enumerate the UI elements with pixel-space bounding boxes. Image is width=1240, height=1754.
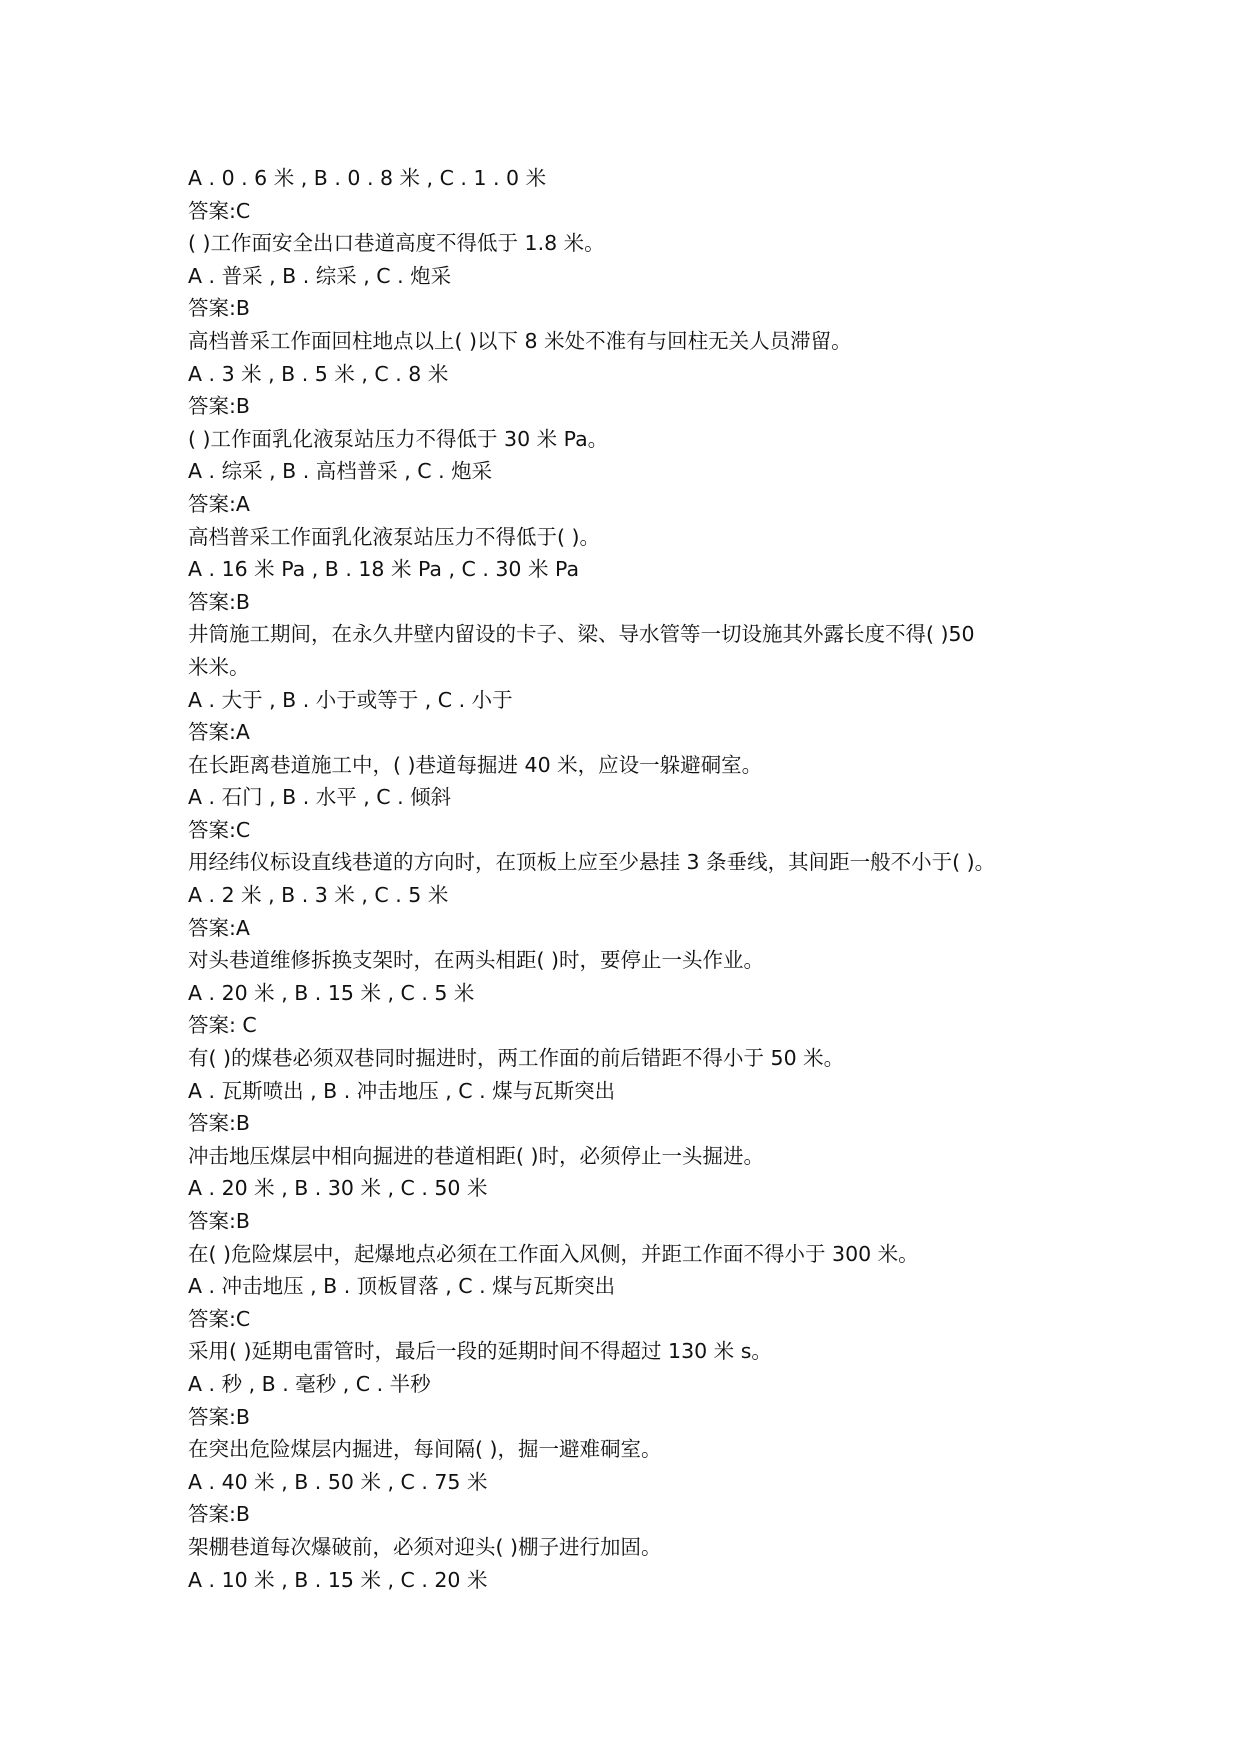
options-line: A . 冲击地压 , B . 顶板冒落 , C . 煤与瓦斯突出 bbox=[188, 1274, 616, 1299]
question-line: 在长距离巷道施工中，( )巷道每掘进 40 米，应设一躲避硐室。 bbox=[188, 752, 763, 777]
question-line: 对头巷道维修拆换支架时，在两头相距( )时，要停止一头作业。 bbox=[188, 948, 765, 973]
text-line: A . 0 . 6 米 , B . 0 . 8 米 , C . 1 . 0 米 bbox=[188, 166, 547, 190]
question-line: 在突出危险煤层内掘进，每间隔( )，掘一避难硐室。 bbox=[188, 1437, 662, 1462]
options-line: A . 10 米 , B . 15 米 , C . 20 米 bbox=[188, 1567, 488, 1592]
options-line: A . 20 米 , B . 30 米 , C . 50 米 bbox=[188, 1176, 488, 1201]
options-line: A . 2 米 , B . 3 米 , C . 5 米 bbox=[188, 883, 449, 908]
answer-line: 答案:A bbox=[188, 491, 250, 516]
question-line: 高档普采工作面回柱地点以上( )以下 8 米处不准有与回柱无关人员滞留。 bbox=[188, 328, 852, 353]
question-line: 架棚巷道每次爆破前，必须对迎头( )棚子进行加固。 bbox=[188, 1534, 662, 1559]
options-line: A . 3 米 , B . 5 米 , C . 8 米 bbox=[188, 361, 449, 386]
options-line: A . 40 米 , B . 50 米 , C . 75 米 bbox=[188, 1469, 488, 1494]
options-line: A . 秒 , B . 毫秒 , C . 半秒 bbox=[188, 1371, 431, 1396]
answer-line: 答案:A bbox=[188, 915, 250, 940]
answer-line: 答案:B bbox=[188, 296, 250, 321]
answer-line: 答案:B bbox=[188, 1209, 250, 1233]
question-line: 用经纬仪标设直线巷道的方向时，在顶板上应至少悬挂 3 条垂线，其间距一般不小于( )。 bbox=[188, 850, 996, 875]
options-line: A . 综采 , B . 高档普采 , C . 炮采 bbox=[188, 459, 493, 484]
question-line: 有( )的煤巷必须双巷同时掘进时，两工作面的前后错距不得小于 50 米。 bbox=[188, 1046, 845, 1071]
options-line: A . 16 米 Pa , B . 18 米 Pa , C . 30 米 Pa bbox=[188, 557, 580, 582]
question-line: ( )工作面安全出口巷道高度不得低于 1.8 米。 bbox=[188, 231, 605, 256]
answer-line: 答案:B bbox=[188, 589, 250, 614]
question-line: 采用( )延期电雷管时，最后一段的延期时间不得超过 130 米 s。 bbox=[188, 1339, 772, 1364]
answer-line: 答案:B bbox=[188, 1111, 250, 1136]
question-line: 在( )危险煤层中，起爆地点必须在工作面入风侧，并距工作面不得小于 300 米。 bbox=[188, 1241, 919, 1266]
options-line: A . 石门 , B . 水平 , C . 倾斜 bbox=[188, 785, 452, 810]
answer-line: 答案: C bbox=[188, 1013, 257, 1038]
document-body bbox=[188, 162, 1068, 1596]
answer-line: 答案:C bbox=[188, 1306, 251, 1331]
options-line: A . 大于 , B . 小于或等于 , C . 小于 bbox=[188, 687, 513, 712]
options-line: A . 瓦斯喷出 , B . 冲击地压 , C . 煤与瓦斯突出 bbox=[188, 1078, 616, 1103]
question-line: ( )工作面乳化液泵站压力不得低于 30 米 Pa。 bbox=[188, 426, 609, 451]
options-line: A . 20 米 , B . 15 米 , C . 5 米 bbox=[188, 980, 475, 1005]
answer-line: 答案:C bbox=[188, 817, 251, 842]
answer-line: 答案:B bbox=[188, 394, 250, 419]
options-line: A . 普采 , B . 综采 , C . 炮采 bbox=[188, 263, 452, 288]
answer-line: 答案:B bbox=[188, 1404, 250, 1429]
question-line: 冲击地压煤层中相向掘进的巷道相距( )时，必须停止一头掘进。 bbox=[188, 1143, 765, 1168]
question-line: 井筒施工期间，在永久井壁内留设的卡子、梁、导水管等一切设施其外露长度不得( )50 bbox=[188, 622, 975, 647]
answer-line: 答案:B bbox=[188, 1502, 250, 1527]
question-line: 高档普采工作面乳化液泵站压力不得低于( )。 bbox=[188, 524, 601, 549]
answer-line: 答案:C bbox=[188, 198, 251, 223]
question-line-continued: 米米。 bbox=[188, 654, 250, 679]
answer-line: 答案:A bbox=[188, 720, 250, 745]
